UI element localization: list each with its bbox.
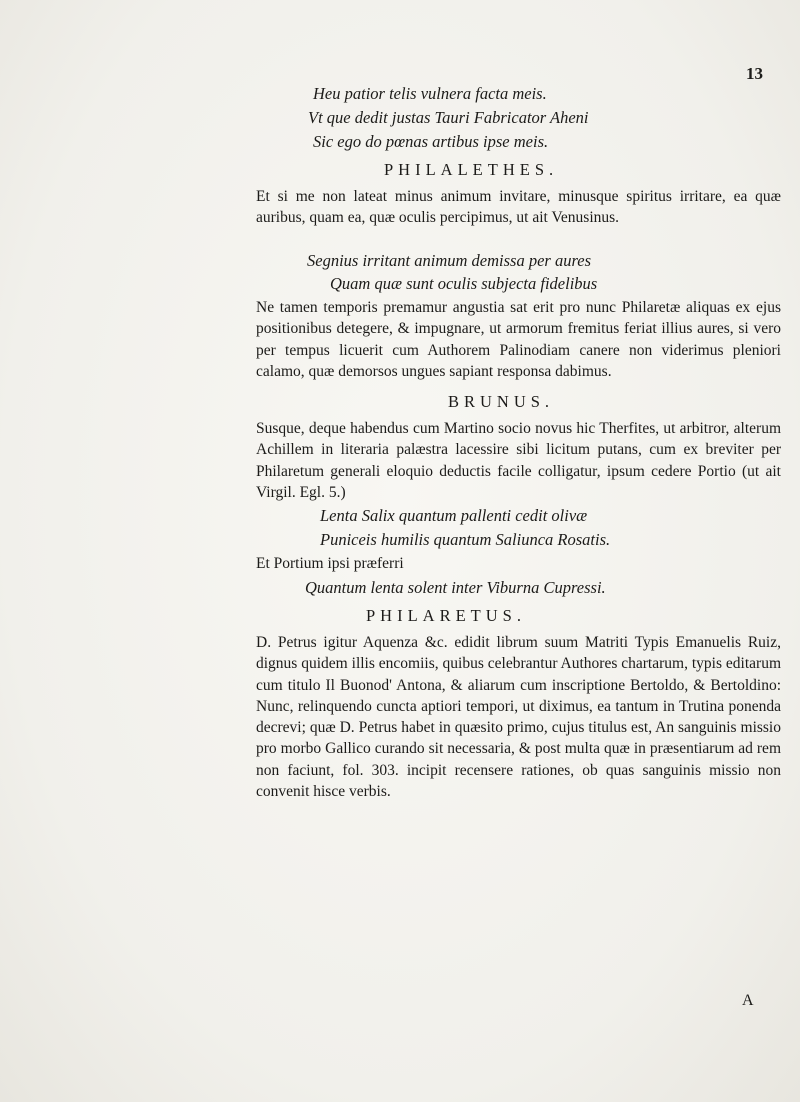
virgil-line-2: Puniceis humilis quantum Saliunca Rosatis. <box>320 530 611 549</box>
verse-line-1: Heu patior telis vulnera facta meis. <box>313 84 547 103</box>
speaker-heading-philalethes: PHILALETHES. <box>384 160 559 179</box>
verse-line-2: Vt que dedit justas Tauri Fabricator Aheni <box>308 108 589 127</box>
paragraph-1 <box>256 186 781 229</box>
page-number: 13 <box>746 64 763 83</box>
quote-line-1: Segnius irritant animum demissa per aures <box>307 251 592 270</box>
verse-line-3: Sic ego do pœnas artibus ipse meis. <box>313 132 549 151</box>
paragraph-3 <box>256 418 781 503</box>
paragraph-4-text: Et Portium ipsi præferri <box>256 555 404 572</box>
speaker-heading-philaretus: PHILARETUS. <box>366 606 526 625</box>
paragraph-3-text: Susque, deque habendus cum Martino socio novus hic Therfites, ut arbitror, alterum Achillem in literaria palæstra lacessire sibi licitum putans, cum ex breviter per Philaretum generali eloquio deductis facile colligatur, ipsum cedere Portio (ut ait Virgil. Egl. 5.) <box>256 420 781 501</box>
paragraph-2 <box>256 297 781 382</box>
catchword: A <box>742 992 754 1009</box>
virgil-line-1: Lenta Salix quantum pallenti cedit olivæ <box>320 506 588 525</box>
quote-line-2: Quam quæ sunt oculis subjecta fidelibus <box>330 274 598 293</box>
paragraph-5-text: D. Petrus igitur Aquenza &c. edidit librum suum Matriti Typis Emanuelis Ruiz, dignus quidem illis encomiis, quibus celebrantur Authores chartarum, typis editarum cum titulo Il Buonod' Antona, & aliarum cum inscriptione Bertoldo, & Bertoldino: Nunc, relinquendo cuncta aptiori tempori, ut diximus, ea tantum in Trutina ponenda decrevi; quæ D. Petrus habet in quæsito primo, cujus titulus est, An sanguinis missio pro morbo Gallico curando sit necessaria, & post multa quæ in præsentiarum ad rem non faciunt, fol. 303. incipit recensere rationes, ob quas sanguinis missio non convenit hisce verbis. <box>256 634 781 801</box>
speaker-heading-brunus: BRUNUS. <box>448 392 555 411</box>
paragraph-4 <box>256 553 781 574</box>
paragraph-2-text: Ne tamen temporis premamur angustia sat erit pro nunc Philaretæ aliquas ex ejus positionibus detegere, & impugnare, ut armorum fremitus feriat illius aures, si vero per tempus licuerit cum Authorem Palinodiam canere non viderimus pleniori calamo, quæ demorsos ungues sapiant responsa dabimus. <box>256 299 781 380</box>
quote-quantum-lenta: Quantum lenta solent inter Viburna Cupressi. <box>305 578 606 597</box>
paragraph-1-text: Et si me non lateat minus animum invitare, minusque spiritus irritare, ea quæ auribus, quam ea, quæ oculis percipimus, ut ait Venusinus. <box>256 188 781 227</box>
paragraph-5 <box>256 632 781 802</box>
